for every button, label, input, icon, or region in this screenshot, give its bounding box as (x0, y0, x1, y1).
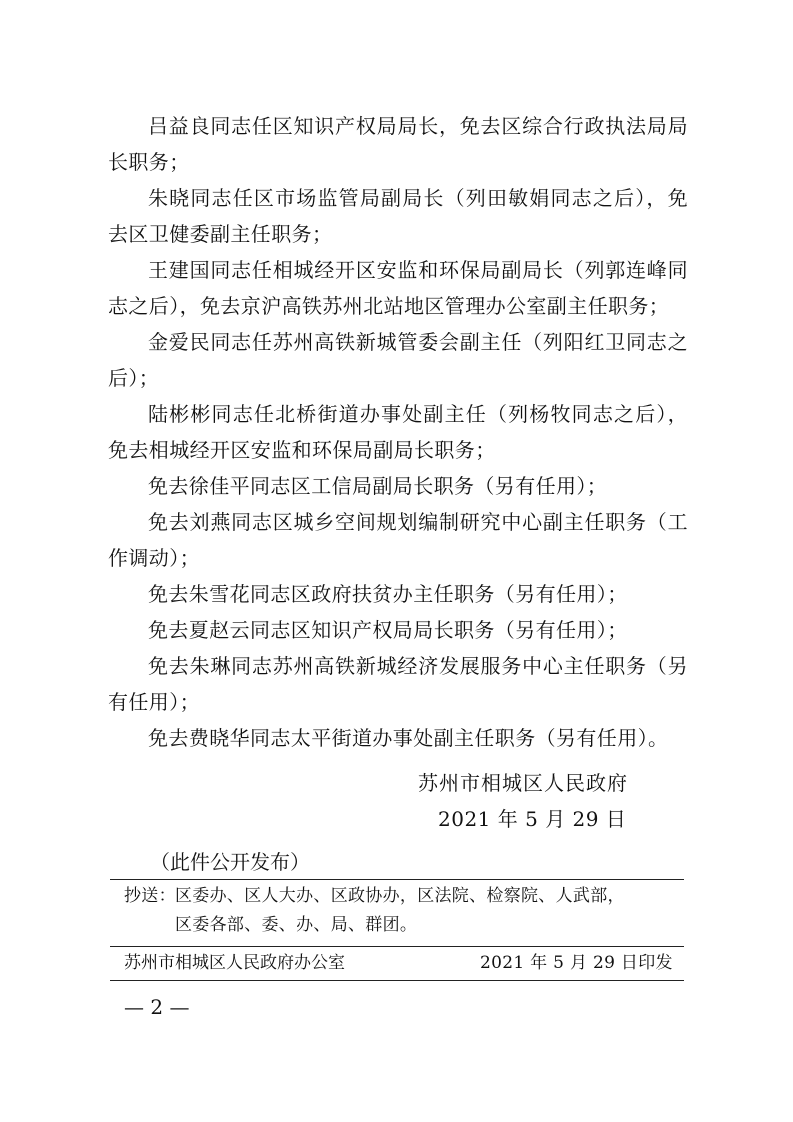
footer-bottom-divider (110, 980, 684, 981)
paragraph-dismissal-1: 免去徐佳平同志区工信局副局长职务（另有任用）； (148, 474, 608, 498)
issuing-office: 苏州市相城区人民政府办公室 (124, 953, 345, 973)
paragraph-dismissal-3: 免去朱雪花同志区政府扶贫办主任职务（另有任用）； (148, 582, 628, 606)
signature-organization: 苏州市相城区人民政府 (418, 771, 628, 795)
paragraph-dismissal-5: 免去朱琳同志苏州高铁新城经济发展服务中心主任职务（另有任用）； (108, 654, 688, 714)
cc-label: 抄送： (124, 886, 176, 906)
paragraph-dismissal-6: 免去费晓华同志太平街道办事处副主任职务（另有任用）。 (148, 726, 669, 750)
document-body (108, 108, 688, 756)
print-date: 2021 年 5 月 29 日印发 (480, 953, 673, 973)
cc-recipients-line-1: 区委办、区人大办、区政协办，区法院、检察院、人武部， (175, 886, 625, 906)
paragraph-appointment-5: 陆彬彬同志任北桥街道办事处副主任（列杨牧同志之后），免去相城经开区安监和环保局副局长职务； (108, 402, 688, 462)
paragraph-appointment-2: 朱晓同志任区市场监管局副局长（列田敏娟同志之后），免去区卫健委副主任职务； (108, 186, 688, 246)
paragraph-dismissal-2: 免去刘燕同志区城乡空间规划编制研究中心副主任职务（工作调动）； (108, 510, 688, 570)
publish-note: （此件公开发布） (150, 850, 310, 874)
cc-recipients-line-2: 区委各部、委、办、局、群团。 (175, 915, 418, 935)
signature-date: 2021 年 5 月 29 日 (438, 807, 627, 831)
page-number: — 2 — (124, 995, 190, 1019)
paragraph-appointment-3: 王建国同志任相城经开区安监和环保局副局长（列郭连峰同志之后），免去京沪高铁苏州北站地区管理办公室副主任职务； (108, 258, 688, 318)
paragraph-appointment-4: 金爱民同志任苏州高铁新城管委会副主任（列阳红卫同志之后）； (108, 330, 688, 390)
paragraph-dismissal-4: 免去夏赵云同志区知识产权局局长职务（另有任用）； (148, 618, 628, 642)
cc-middle-divider (110, 946, 684, 947)
cc-top-divider (110, 879, 684, 880)
paragraph-appointment-1: 吕益良同志任区知识产权局局长，免去区综合行政执法局局长职务； (108, 114, 688, 174)
